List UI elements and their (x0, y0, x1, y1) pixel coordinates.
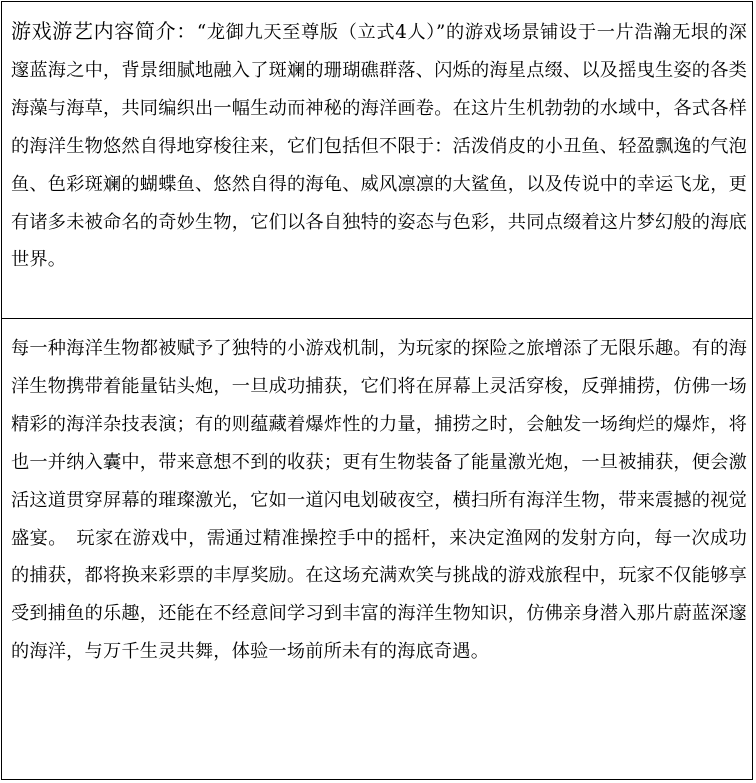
intro-paragraph (11, 13, 747, 279)
mechanics-cell (1, 318, 753, 780)
intro-paragraph-text: “龙御九天至尊版（立式4人）”的游戏场景铺设于一片浩瀚无垠的深邃蓝海之中，背景细腻地融入了斑斓的珊瑚礁群落、闪烁的海星点缀、以及摇曳生姿的各类海藻与海草，共同编织出一幅生动而神秘的海洋画卷。在这片生机勃勃的水域中，各式各样的海洋生物悠然自得地穿梭往来，它们包括但不限于：活泼俏皮的小丑鱼、轻盈飘逸的气泡鱼、色彩斑斓的蝴蝶鱼、悠然自得的海龟、威风凛凛的大鲨鱼，以及传说中的幸运飞龙，更有诸多未被命名的奇妙生物，它们以各自独特的姿态与色彩，共同点缀着这片梦幻般的海底世界。 (11, 22, 747, 271)
section-heading: 游戏游艺内容简介： (11, 19, 197, 43)
intro-cell (1, 1, 753, 319)
mechanics-paragraph: 每一种海洋生物都被赋予了独特的小游戏机制，为玩家的探险之旅增添了无限乐趣。有的海洋生物携带着能量钻头炮，一旦成功捕获，它们将在屏幕上灵活穿梭，反弹捕捞，仿佛一场精彩的海洋杂技表演；有的则蕴藏着爆炸性的力量，捕捞之时，会触发一场绚烂的爆炸，将也一并纳入囊中，带来意想不到的收获；更有生物装备了能量激光炮，一旦被捕获，便会激活这道贯穿屏幕的璀璨激光，它如一道闪电划破夜空，横扫所有海洋生物，带来震撼的视觉盛宴。 玩家在游戏中，需通过精准操控手中的摇杆，来决定渔网的发射方向，每一次成功的捕获，都将换来彩票的丰厚奖励。在这场充满欢笑与挑战的游戏旅程中，玩家不仅能够享受到捕鱼的乐趣，还能在不经意间学习到丰富的海洋生物知识，仿佛亲身潜入那片蔚蓝深邃的海洋，与万千生灵共舞，体验一场前所未有的海底奇遇。 (11, 338, 747, 663)
